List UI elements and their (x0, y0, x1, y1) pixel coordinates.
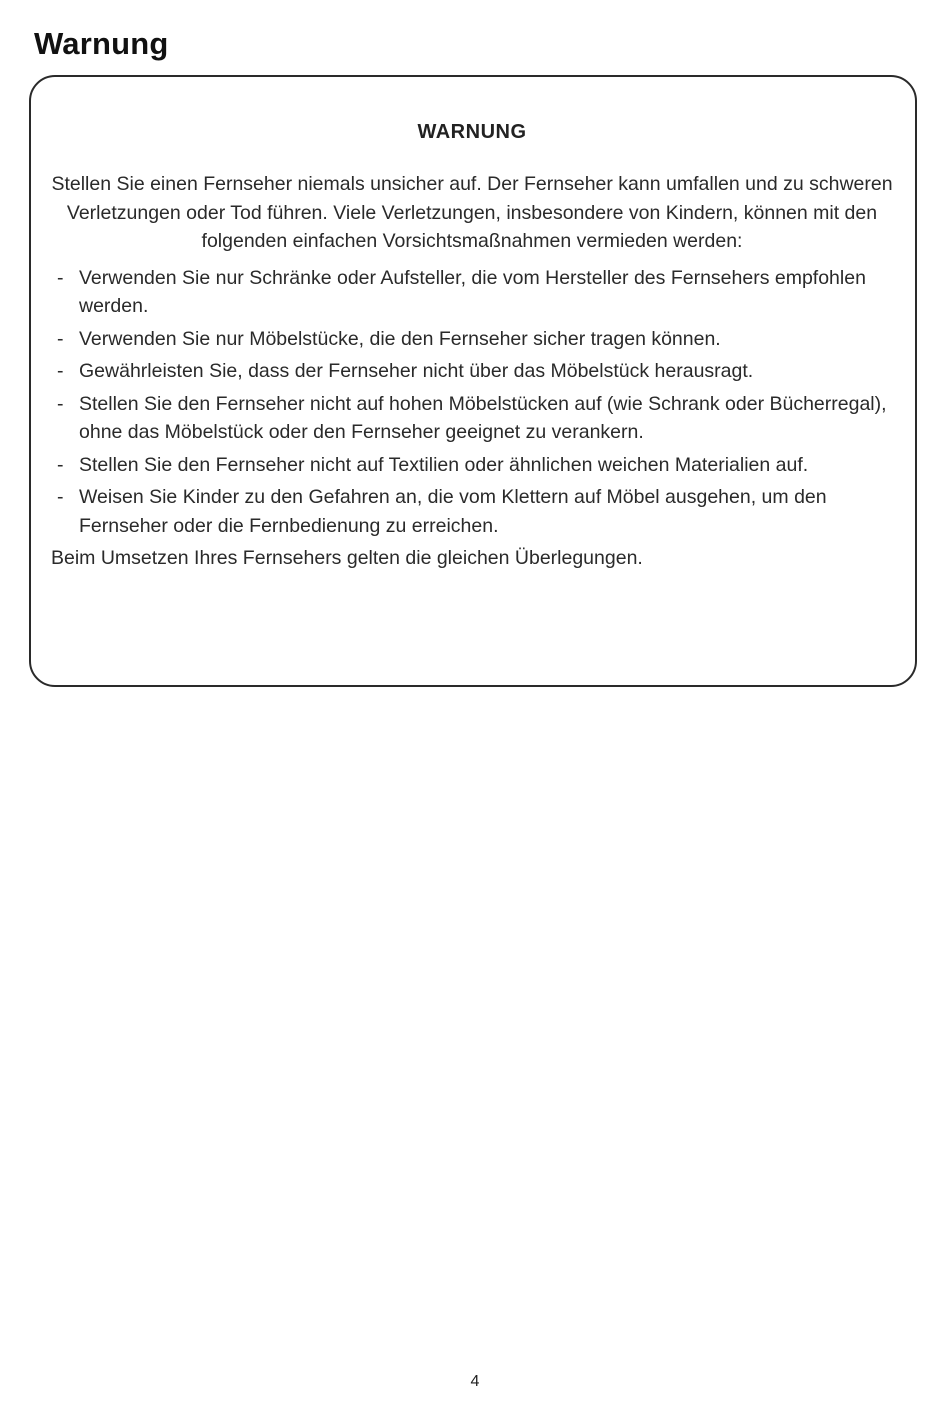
precaution-text: Stellen Sie den Fernseher nicht auf Textilien oder ähnlichen weichen Materialien auf. (79, 453, 809, 476)
page-title: Warnung (34, 26, 169, 61)
bullet-dash: - (57, 453, 64, 476)
warning-title: WARNUNG (417, 121, 527, 143)
precaution-item (51, 483, 893, 540)
bullet-dash: - (57, 327, 64, 350)
precaution-text: Verwenden Sie nur Möbelstücke, die den Fernseher sicher tragen können. (79, 327, 721, 350)
precaution-item (51, 357, 893, 386)
precaution-text: Gewährleisten Sie, dass der Fernseher nicht über das Möbelstück herausragt. (79, 360, 754, 382)
bullet-dash: - (57, 486, 64, 508)
page-number: 4 (470, 1373, 480, 1390)
bullet-dash: - (57, 266, 64, 289)
precaution-item (51, 264, 893, 321)
precaution-list (51, 264, 893, 541)
warning-closing: Beim Umsetzen Ihres Fernsehers gelten die gleichen Überlegungen. (51, 547, 643, 569)
precaution-text: Verwenden Sie nur Schränke oder Aufsteller, die vom Hersteller des Fernsehers empfohlen werden. (79, 266, 866, 317)
bullet-dash: - (57, 360, 64, 382)
precaution-item (51, 390, 893, 447)
precaution-text: Weisen Sie Kinder zu den Gefahren an, die vom Klettern auf Möbel ausgehen, um den Fernseher oder die Fernbedienung zu erreichen. (79, 486, 827, 537)
warning-box (29, 75, 917, 687)
precaution-text: Stellen Sie den Fernseher nicht auf hohen Möbelstücken auf (wie Schrank oder Bücherregal), ohne das Möbelstück oder den Fernseher geeignet zu verankern. (79, 392, 887, 443)
bullet-dash: - (57, 392, 64, 415)
precaution-item (51, 325, 893, 354)
warning-intro: Stellen Sie einen Fernseher niemals unsicher auf. Der Fernseher kann umfallen und zu schweren Verletzungen oder Tod führen. Viele Verletzungen, insbesondere von Kindern, können mit den folgenden einfachen Vorsichtsmaßnahmen vermieden werden: (51, 173, 893, 252)
precaution-item (51, 451, 893, 480)
